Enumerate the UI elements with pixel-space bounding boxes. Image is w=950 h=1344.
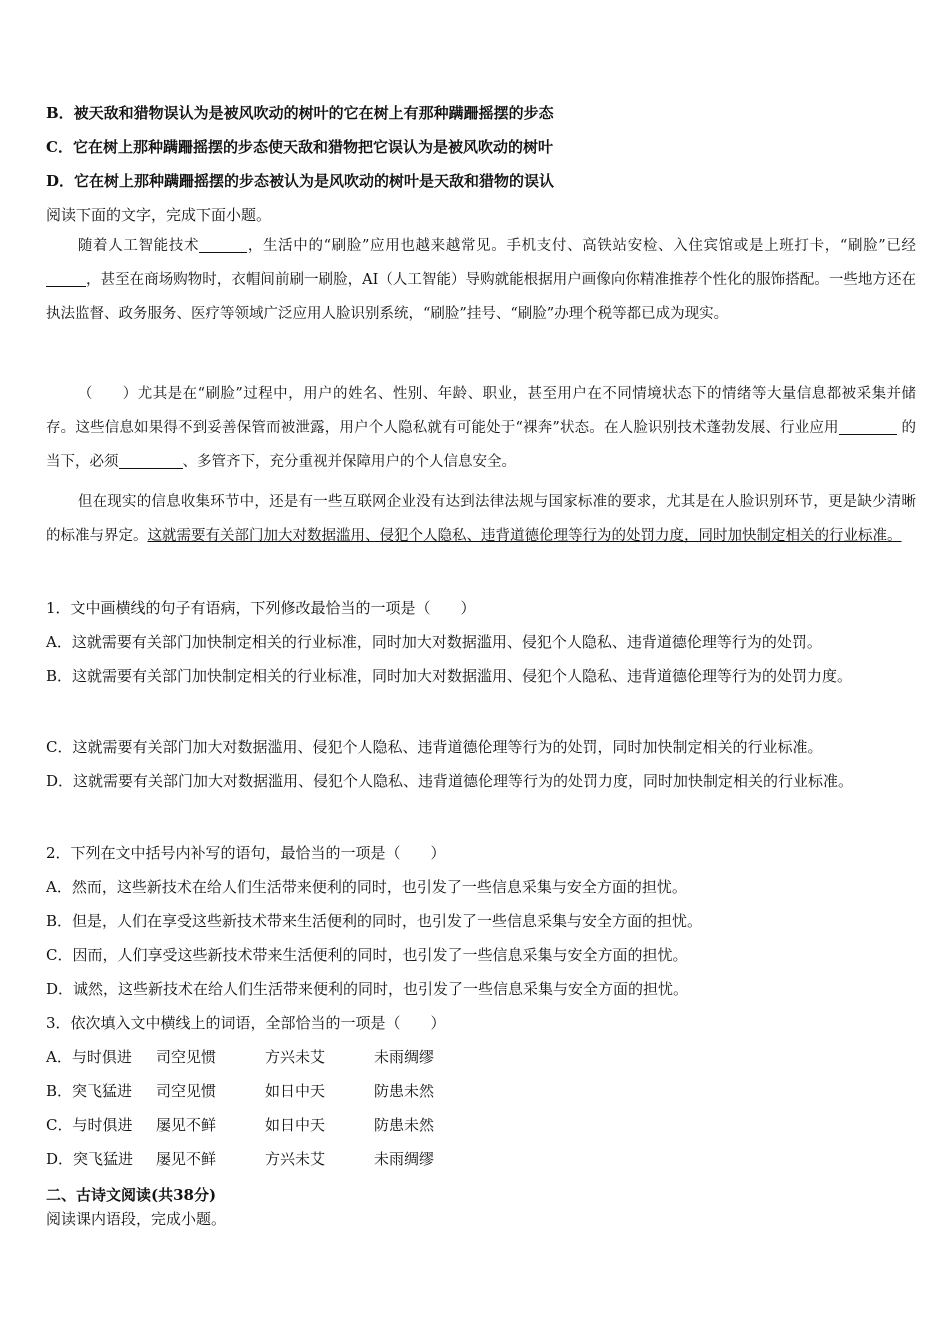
question-3-option-d: D．突飞猛进 屡见不鲜 方兴未艾 未雨绸缪 bbox=[46, 1150, 435, 1168]
question-2-option-b: B．但是，人们在享受这些新技术带来生活便利的同时，也引发了一些信息采集与安全方面的担忧。 bbox=[46, 912, 703, 930]
question-1-option-b: B．这就需要有关部门加快制定相关的行业标准，同时加大对数据滥用、侵犯个人隐私、违背道德伦理等行为的处罚力度。 bbox=[46, 667, 853, 685]
fill-blank-1 bbox=[199, 238, 247, 254]
question-3-option-c: C．与时俱进 屡见不鲜 如日中天 防患未然 bbox=[46, 1116, 435, 1134]
question-3-stem: 3．依次填入文中横线上的词语，全部恰当的一项是（ ） bbox=[46, 1014, 446, 1032]
question-3-option-a: A．与时俱进 司空见惯 方兴未艾 未雨绸缪 bbox=[46, 1048, 435, 1066]
prev-option-b: B．被天敌和猎物误认为是被风吹动的树叶的它在树上有那种蹒跚摇摆的步态 bbox=[46, 104, 554, 122]
question-2-option-a: A．然而，这些新技术在给人们生活带来便利的同时，也引发了一些信息采集与安全方面的担忧。 bbox=[46, 878, 687, 896]
question-1-stem: 1．文中画横线的句子有语病，下列修改最恰当的一项是（ ） bbox=[46, 599, 476, 617]
question-1-option-c: C．这就需要有关部门加大对数据滥用、侵犯个人隐私、违背道德伦理等行为的处罚，同时加快制定相关的行业标准。 bbox=[46, 738, 823, 756]
passage-paragraph-3: 但在现实的信息收集环节中，还是有一些互联网企业没有达到法律法规与国家标准的要求，尤其是在人脸识别环节，更是缺少清晰的标准与界定。这就需要有关部门加大对数据滥用、侵犯个人隐私、违背道德伦理等行为的处罚力度，同时加快制定相关的行业标准。 bbox=[46, 494, 916, 544]
question-1-option-a: A．这就需要有关部门加快制定相关的行业标准，同时加大对数据滥用、侵犯个人隐私、违背道德伦理等行为的处罚。 bbox=[46, 633, 822, 651]
underlined-sentence: 这就需要有关部门加大对数据滥用、侵犯个人隐私、违背道德伦理等行为的处罚力度，同时加快制定相关的行业标准。 bbox=[147, 528, 902, 544]
question-3-option-b: B．突飞猛进 司空见惯 如日中天 防患未然 bbox=[46, 1082, 435, 1100]
fill-blank-3 bbox=[839, 420, 897, 436]
prev-option-d: D．它在树上那种蹒跚摇摆的步态被认为是风吹动的树叶是天敌和猎物的误认 bbox=[46, 172, 555, 190]
section-2-title: 二、古诗文阅读(共38分) bbox=[46, 1186, 217, 1204]
fill-blank-4 bbox=[119, 454, 183, 470]
prev-option-c: C．它在树上那种蹒跚摇摆的步态使天敌和猎物把它误认为是被风吹动的树叶 bbox=[46, 138, 553, 156]
question-2-option-d: D．诚然，这些新技术在给人们生活带来便利的同时，也引发了一些信息采集与安全方面的担忧。 bbox=[46, 980, 689, 998]
passage-paragraph-2: （ ）尤其是在“刷脸”过程中，用户的姓名、性别、年龄、职业，甚至用户在不同情境状态下的情绪等大量信息都被采集并储存。这些信息如果得不到妥善保管而被泄露，用户个人隐私就有可能处于“裸奔”状态。在人脸识别技术蓬勃发展、行业应用 的当下，必须 、多管齐下，充分重视并保障用户的个人信息安全。 bbox=[46, 386, 916, 470]
passage-paragraph-1: 随着人工智能技术 ，生活中的“刷脸”应用也越来越常见。手机支付、高铁站安检、入住宾馆或是上班打卡，“刷脸”已经 ，甚至在商场购物时，衣帽间前刷一刷脸，AI（人工智能）导购就能根据用户画像向你精准推荐个性化的服饰搭配。一些地方还在执法监督、政务服务、医疗等领域广泛应用人脸识别系统，“刷脸”挂号、“刷脸”办理个税等都已成为现实。 bbox=[46, 238, 917, 322]
fill-blank-2 bbox=[46, 272, 86, 288]
question-2-option-c: C．因而，人们享受这些新技术带来生活便利的同时，也引发了一些信息采集与安全方面的担忧。 bbox=[46, 946, 688, 964]
reading-instruction: 阅读下面的文字，完成下面小题。 bbox=[46, 206, 272, 224]
question-2-stem: 2．下列在文中括号内补写的语句，最恰当的一项是（ ） bbox=[46, 844, 446, 862]
section-2-instruction: 阅读课内语段，完成小题。 bbox=[46, 1210, 227, 1228]
question-1-option-d: D．这就需要有关部门加大对数据滥用、侵犯个人隐私、违背道德伦理等行为的处罚力度，同时加快制定相关的行业标准。 bbox=[46, 772, 854, 790]
